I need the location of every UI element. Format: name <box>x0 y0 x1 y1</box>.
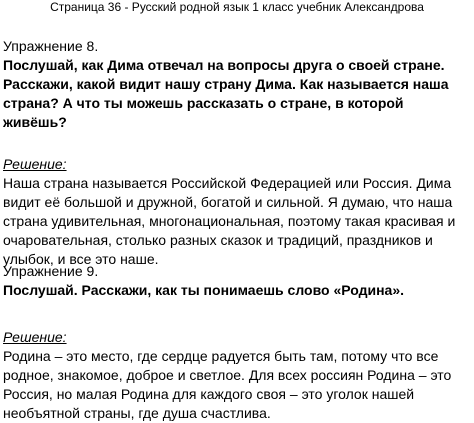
exercise-8-solution-label: Решение: <box>3 156 67 172</box>
exercise-8-task: Послушай, как Дима отвечал на вопросы друга о своей стране. Расскажи, какой видит нашу страну Дима. Как называется наша страна? А что ты можешь рассказать о стране, в которой живёшь? <box>3 57 449 130</box>
exercise-8-label: Упражнение 8. <box>3 38 99 54</box>
exercise-8 <box>3 37 469 132</box>
page-header: Страница 36 - Русский родной язык 1 класс учебник Александрова <box>50 0 424 14</box>
exercise-9-solution <box>3 328 469 423</box>
exercise-9-solution-text: Родина – это место, где сердце радуется быть там, потому что все родное, знакомое, доброе и светлое. Для всех россиян Родина – это Россия, но малая Родина для каждого своя – это уголок нашей необъятной страны, где душа счастлива. <box>3 348 452 421</box>
exercise-9-task: Послушай. Расскажи, как ты понимаешь слово «Родина». <box>3 282 405 298</box>
exercise-8-solution-text: Наша страна называется Российской Федерацией или Россия. Дима видит её большой и дружной, богатой и сильной. Я думаю, что наша страна удивительная, многонациональная, поэтому такая красивая и очаровательная, столько разных сказок и традиций, праздников и улыбок, и все это наше. <box>3 175 456 267</box>
exercise-9 <box>3 262 469 300</box>
exercise-9-solution-label: Решение: <box>3 329 67 345</box>
exercise-9-label: Упражнение 9. <box>3 263 99 279</box>
exercise-8-solution <box>3 155 469 269</box>
